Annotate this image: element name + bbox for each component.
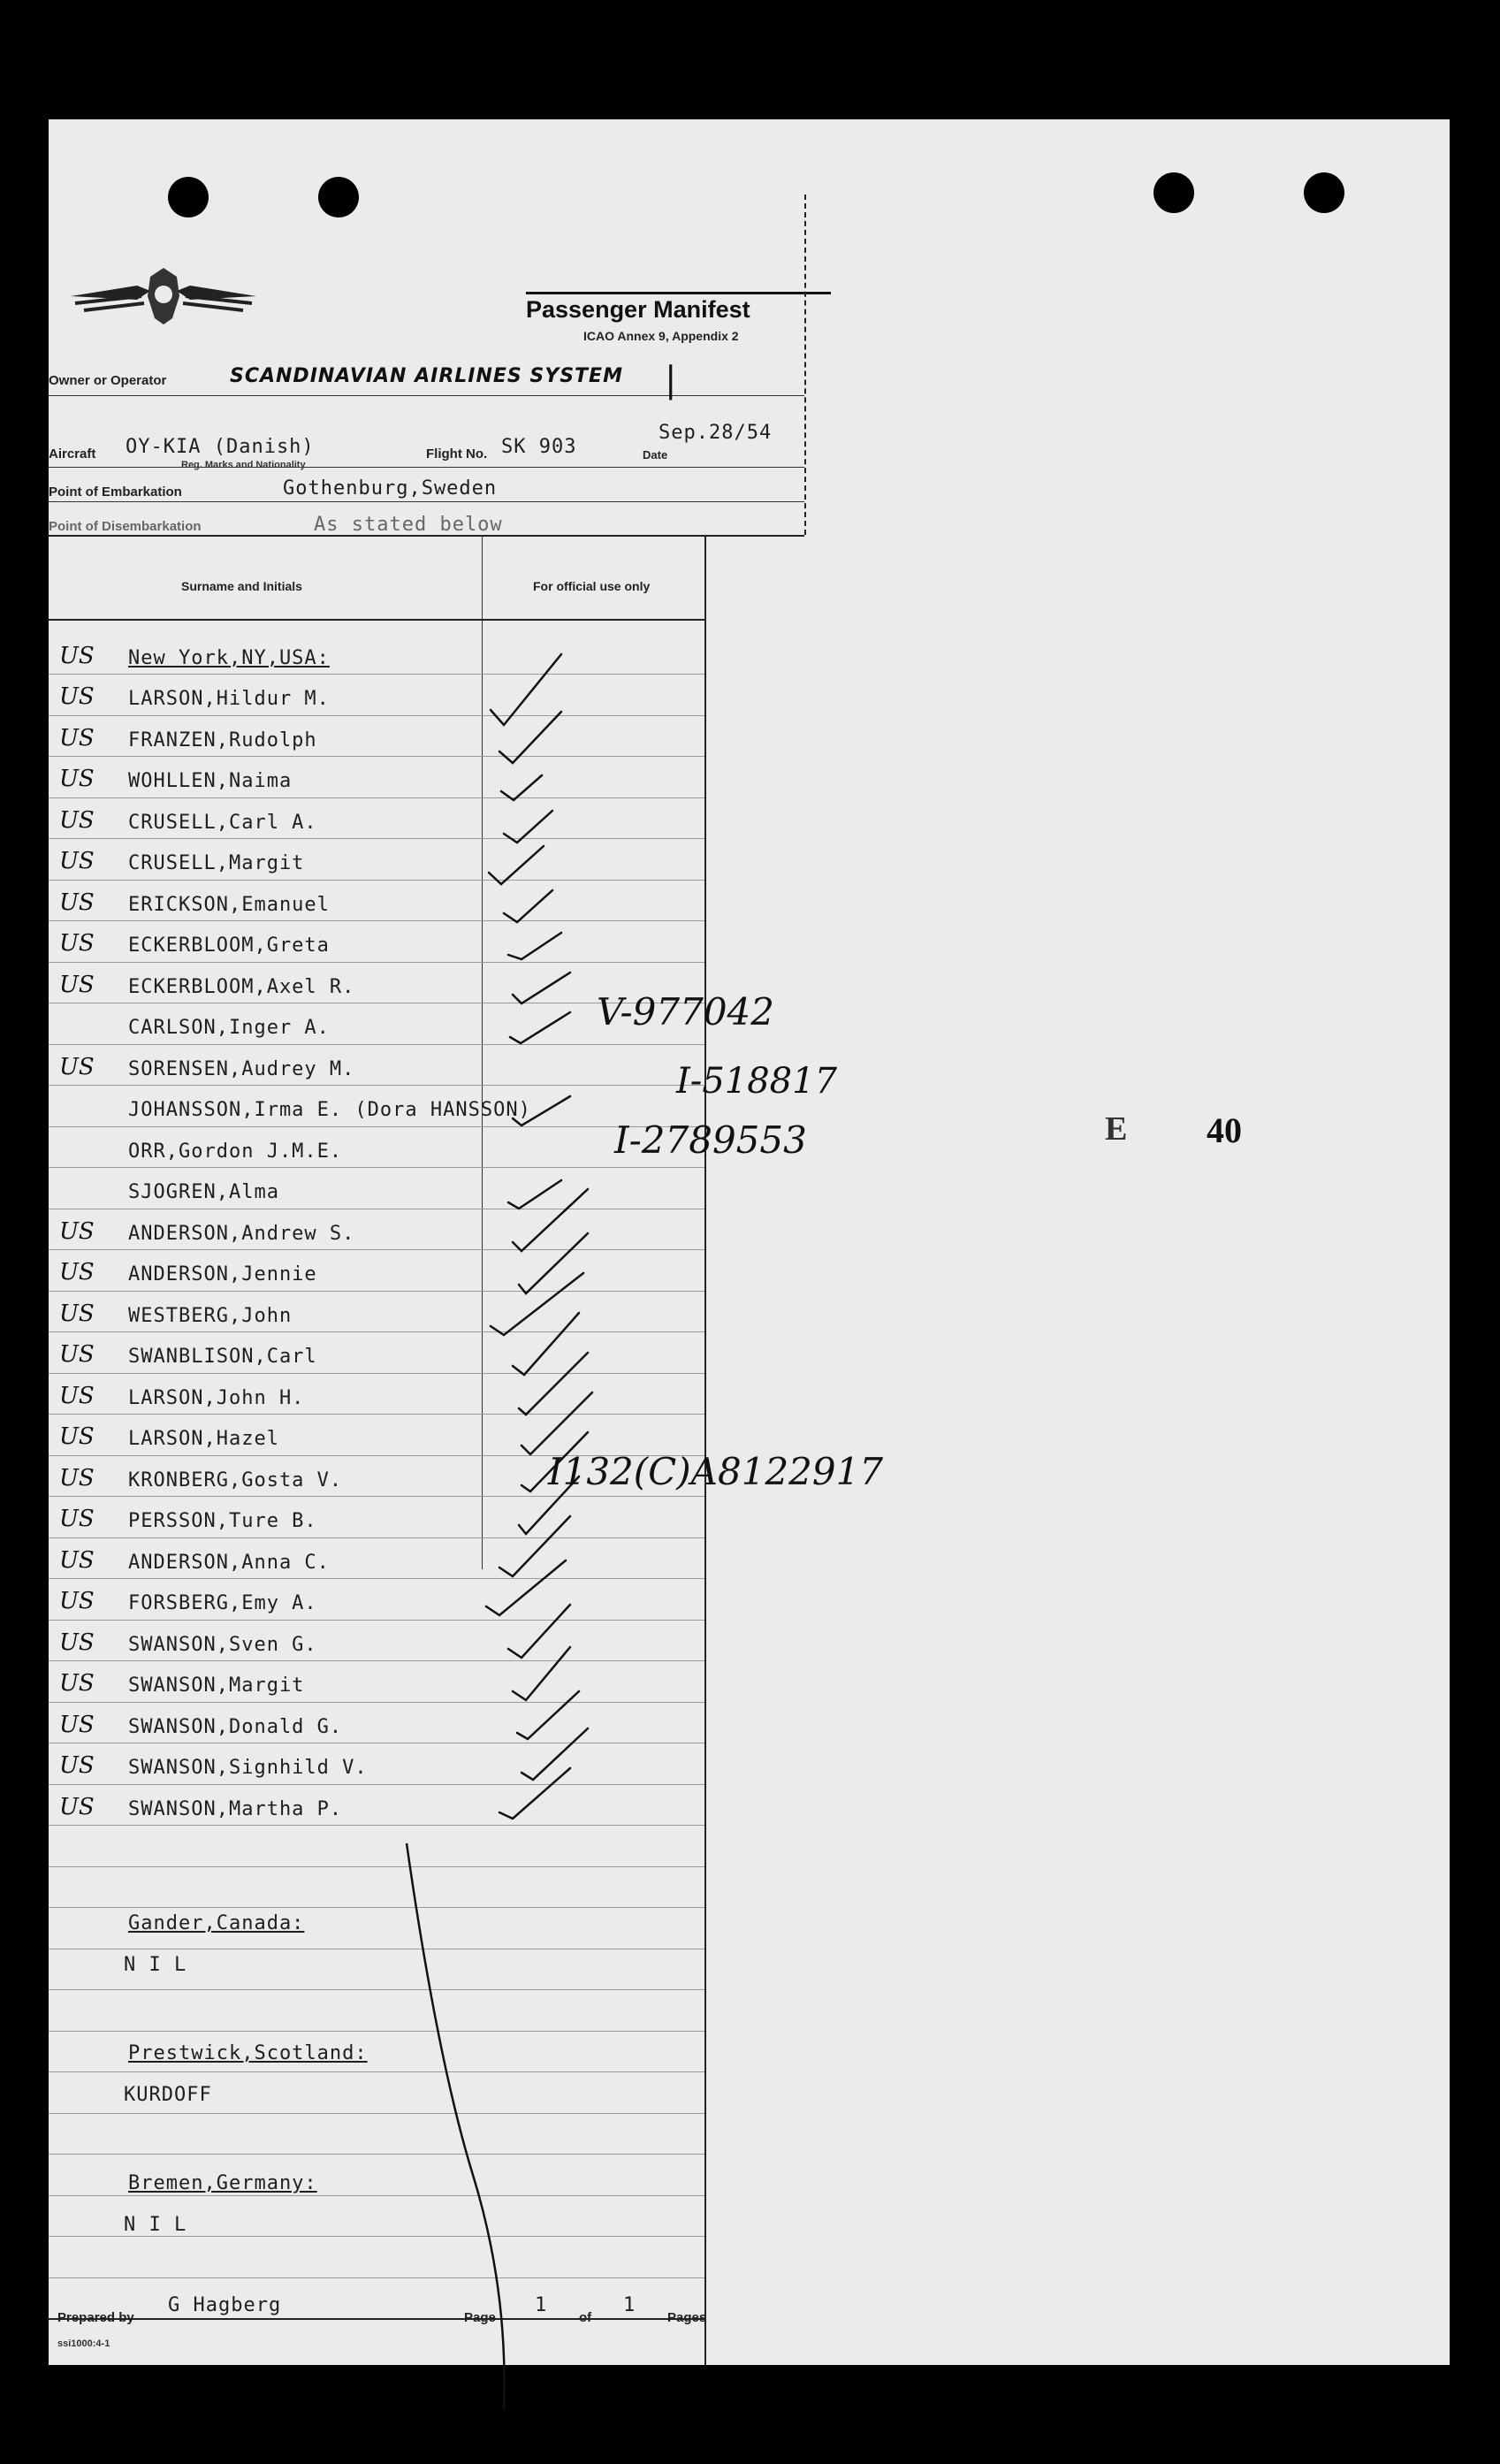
passenger-name: ORR,Gordon J.M.E. — [128, 1140, 343, 1163]
aircraft-value: OY-KIA (Danish) — [126, 436, 315, 458]
form-code: ssi1000:4-1 — [57, 2338, 110, 2349]
disembarkation-value: As stated below — [314, 514, 503, 536]
side-letter: E — [1105, 1110, 1128, 1148]
passenger-name: SJOGREN,Alma — [128, 1181, 279, 1203]
stop-value: KURDOFF — [124, 2084, 212, 2106]
passenger-mark: US — [59, 1670, 95, 1697]
passenger-name: CARLSON,Inger A. — [128, 1017, 330, 1039]
embarkation-value: Gothenburg,Sweden — [283, 477, 498, 500]
date-label: Date — [643, 448, 668, 462]
passenger-mark: US — [59, 1423, 95, 1450]
passenger-name: KRONBERG,Gosta V. — [128, 1469, 343, 1491]
passenger-name: CRUSELL,Margit — [128, 852, 305, 874]
passenger-mark: US — [59, 972, 95, 998]
stop-place: Gander,Canada: — [128, 1912, 305, 1934]
owner-label: Owner or Operator — [49, 373, 167, 388]
passenger-name: CRUSELL,Carl A. — [128, 812, 317, 834]
form-subtitle: ICAO Annex 9, Appendix 2 — [583, 329, 739, 343]
destination-heading: New York,NY,USA: — [128, 647, 330, 669]
stop-place: Bremen,Germany: — [128, 2172, 317, 2194]
passenger-name: LARSON,Hildur M. — [128, 688, 330, 710]
passenger-mark: US — [59, 1547, 95, 1574]
of-label: of — [579, 2310, 592, 2325]
airline-logo-icon — [66, 261, 261, 332]
passenger-mark: US — [59, 1301, 95, 1327]
passenger-name: SORENSEN,Audrey M. — [128, 1058, 355, 1080]
punch-hole — [318, 177, 359, 217]
passenger-mark: US — [59, 1341, 95, 1368]
passenger-mark: US — [59, 1383, 95, 1409]
passenger-mark: US — [59, 1794, 95, 1820]
passenger-name: FORSBERG,Emy A. — [128, 1592, 317, 1614]
check-marks — [438, 614, 685, 1852]
page-total: 1 — [623, 2294, 636, 2316]
passenger-mark: US — [59, 683, 95, 710]
punch-hole — [1304, 172, 1344, 213]
manifest-page: Passenger Manifest ICAO Annex 9, Appendix 2 Owner or Operator SCANDINAVIAN AIRLINES SYSTEM | Aircraft OY-KIA (Danish) Reg. Marks and Nationality Flight No. SK 903 Date Sep.28/54 Point of Embarkation Gothenburg,Sweden Point of Disembarkation As stated below Surname and Initials For official use only US New York,NY,USA: US LARSON,Hildur M. US FRANZEN,Rudolph US WOHLLEN,Naima US CRUSELL,Carl A. US CRUSELL,Margit US ERICKSON,Emanuel US ECKERBLOOM,Greta US ECKERBLOOM,Axel R. CARLSON,Inger A. US SORENSEN,Audrey M. JOHANSSON,Irma E. (Dora HANSSON) ORR,Gordon J.M.E. SJOGREN,Alma US ANDERSON,Andrew S. US ANDERSON,Jennie US WESTBERG,John US SWANBLISON,Carl US LARSON,John H. US LARSON,Hazel US KRONBERG,Gosta V. US PERSSON,Ture B. US ANDERSON,Anna C. US FORSBERG,Emy A. US SWANSON,Sven G. US SWANSON,Margit US SWANSON,Donald G. US SWANSON,Signhild V. US SWANSON,Martha P. V-977042 I-518817 I-2789553 I132(C)A8122917 E 40 Gander,Canada: N I L Prestwick,Scotland: KURDOFF Bremen,Germany: N I L Prepared by G Hagberg Page 1 of 1 Pages ssi1000:4-1 — [49, 119, 1450, 2365]
col-surname-header: Surname and Initials — [181, 579, 302, 593]
passenger-mark: US — [59, 930, 95, 957]
annotation-persson: I132(C)A8122917 — [548, 1450, 884, 1493]
prepared-value: G Hagberg — [168, 2294, 282, 2316]
passenger-name: WESTBERG,John — [128, 1305, 293, 1327]
pages-label: Pages — [667, 2310, 707, 2325]
passenger-mark: US — [59, 807, 95, 834]
passenger-mark: US — [59, 1054, 95, 1080]
passenger-mark: US — [59, 1588, 95, 1614]
passenger-name: ANDERSON,Anna C. — [128, 1552, 330, 1574]
passenger-name: SWANSON,Donald G. — [128, 1716, 343, 1738]
passenger-mark: US — [59, 848, 95, 874]
passenger-name: LARSON,Hazel — [128, 1428, 279, 1450]
passenger-name: ERICKSON,Emanuel — [128, 894, 330, 916]
flight-label: Flight No. — [426, 446, 488, 462]
annotation-orr: I-2789553 — [614, 1118, 807, 1162]
passenger-name: ECKERBLOOM,Axel R. — [128, 976, 355, 998]
passenger-name: LARSON,John H. — [128, 1387, 305, 1409]
date-value: Sep.28/54 — [659, 422, 773, 444]
annotation-johansson: I-518817 — [676, 1061, 838, 1102]
passenger-mark: US — [59, 766, 95, 792]
annotation-carlson: V-977042 — [597, 990, 774, 1034]
passenger-mark: US — [59, 889, 95, 916]
side-number: 40 — [1207, 1110, 1242, 1150]
passenger-name: ECKERBLOOM,Greta — [128, 934, 330, 957]
strike-line — [402, 1839, 508, 2414]
punch-hole — [1154, 172, 1194, 213]
punch-hole — [168, 177, 209, 217]
passenger-mark: US — [59, 1465, 95, 1491]
aircraft-label: Aircraft — [49, 446, 96, 462]
passenger-name: PERSSON,Ture B. — [128, 1510, 317, 1532]
passenger-name: SWANSON,Margit — [128, 1674, 305, 1697]
passenger-mark: US — [59, 1259, 95, 1285]
stop-value: N I L — [124, 2214, 187, 2236]
reg-marks-label: Reg. Marks and Nationality — [181, 460, 306, 470]
passenger-name: SWANSON,Martha P. — [128, 1798, 343, 1820]
passenger-mark: US — [59, 1218, 95, 1245]
passenger-name: ANDERSON,Andrew S. — [128, 1223, 355, 1245]
passenger-name: JOHANSSON,Irma E. (Dora HANSSON) — [128, 1099, 531, 1121]
stop-place: Prestwick,Scotland: — [128, 2042, 368, 2064]
passenger-name: SWANSON,Sven G. — [128, 1634, 317, 1656]
page-number: 1 — [535, 2294, 548, 2316]
passenger-mark: US — [59, 725, 95, 751]
form-title: Passenger Manifest — [526, 296, 750, 323]
page-label: Page — [464, 2310, 496, 2325]
passenger-mark: US — [59, 1712, 95, 1738]
passenger-name: FRANZEN,Rudolph — [128, 729, 317, 751]
passenger-name: SWANBLISON,Carl — [128, 1346, 317, 1368]
destination-mark: US — [59, 643, 95, 669]
embarkation-label: Point of Embarkation — [49, 484, 182, 500]
passenger-mark: US — [59, 1506, 95, 1532]
col-official-header: For official use only — [533, 579, 651, 593]
passenger-mark: US — [59, 1629, 95, 1656]
owner-value: SCANDINAVIAN AIRLINES SYSTEM — [230, 365, 623, 387]
prepared-label: Prepared by — [57, 2310, 134, 2325]
disembarkation-label: Point of Disembarkation — [49, 519, 202, 534]
passenger-name: SWANSON,Signhild V. — [128, 1757, 368, 1779]
passenger-name: ANDERSON,Jennie — [128, 1263, 317, 1285]
passenger-name: WOHLLEN,Naima — [128, 770, 293, 792]
stop-value: N I L — [124, 1954, 187, 1976]
flight-value: SK 903 — [501, 436, 577, 458]
passenger-mark: US — [59, 1752, 95, 1779]
